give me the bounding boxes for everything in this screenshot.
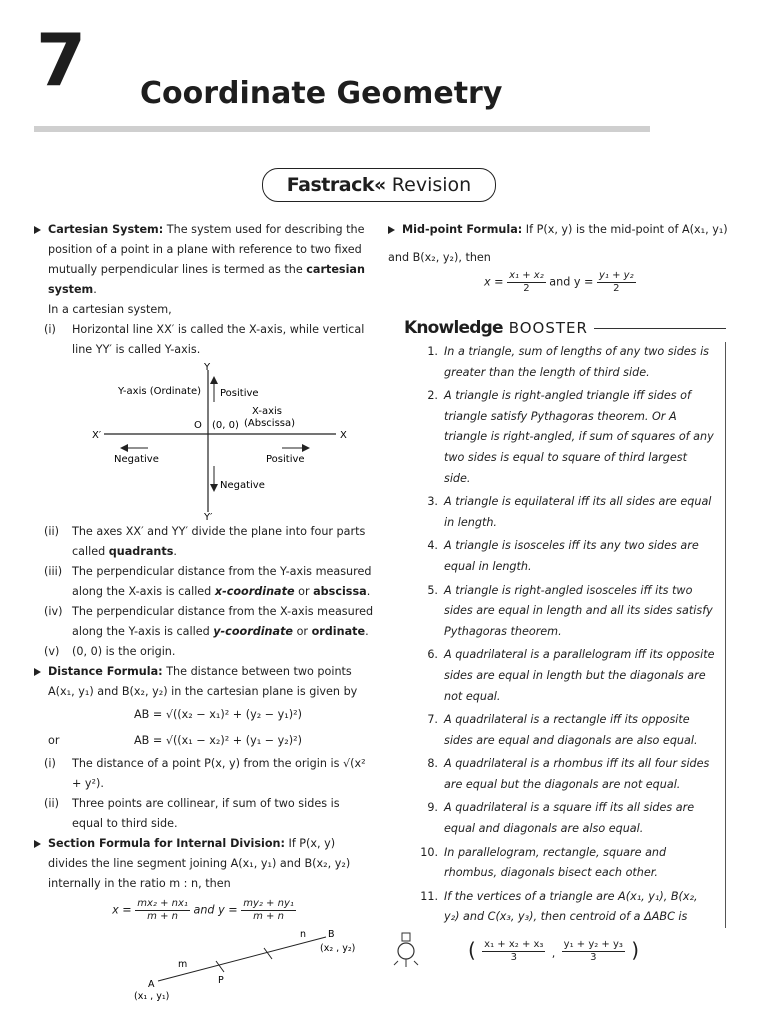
centroid-open-paren: ( [468,938,476,963]
point-ii-num: (ii) [44,525,59,538]
point-iv-bold2: ordinate [311,625,366,638]
distance-heading: Distance Formula: [48,665,163,678]
point-iii-text: The perpendicular distance from the Y-axis measured along the X-axis is called [72,565,372,598]
point-ii: (ii) The axes XX′ and YY′ divide the plane into four parts called quadrants. [34,522,374,562]
kb-item-text: A quadrilateral is a rhombus iff its all four sides are equal but the diagonals are not equal. [444,757,710,791]
label-abscissa: (Abscissa) [244,418,296,429]
label-x: X [340,430,347,441]
centroid-x-fraction [482,939,545,964]
section-heading: Section Formula for Internal Division: [48,837,285,850]
point-iv: (iv) The perpendicular distance from the X-axis measured along the Y-axis is called y-coordinate or ordinate. [34,602,374,642]
seg-label-p: P [218,975,224,986]
label-x-axis: X-axis [252,406,282,417]
kb-item-number: 4. [427,539,438,553]
distance-eq-2 [34,728,374,754]
kb-item [404,710,715,751]
kb-item [404,581,715,643]
seg-label-a: A [148,979,155,990]
point-i-text: Horizontal line XX′ is called the X-axis, while vertical line YY′ is called Y-axis. [72,323,365,356]
cartesian-system-item: Cartesian System: The system used for describing the position of a point in a plane with reference to two fixed mutually perpendicular lines is termed as the cartesian system. [34,220,374,300]
sf-x-den: m + n [147,911,178,922]
centroid-y-fraction [562,939,625,964]
distance-eq-1-text: AB = √((x₂ − x₁)² + (y₂ − y₁)²) [134,708,302,721]
point-v [34,642,374,662]
segment-tick-p [216,961,224,972]
kb-item-number: 1. [427,345,438,358]
bulb-icon [392,931,420,971]
point-v-num: (v) [44,645,60,658]
cartesian-diagram [74,362,374,522]
kb-item [404,887,715,928]
segment-tick-b [264,948,272,959]
distance-point-i-text: The distance of a point P(x, y) from the origin is √(x² + y²). [72,757,366,790]
point-iii: (iii) The perpendicular distance from the Y-axis measured along the X-axis is called x-coordinate or abscissa. [34,562,374,602]
mp-x-num: x₁ + x₂ [509,270,544,281]
section-formula-eq [34,898,374,923]
seg-label-a-coord: (x₁ , y₁) [134,991,170,1001]
kb-item-number: 11. [420,889,438,903]
kb-item-text: A quadrilateral is a square iff its all sides are equal and diagonals are also equal. [444,801,695,836]
kb-item-text: If the vertices of a triangle are A(x₁, y₁), B(x₂, y₂) and C(x₃, y₃), then centroid of a ΔABC is [444,889,698,924]
point-iii-num: (iii) [44,565,63,578]
mp-y-num: y₁ + y₂ [599,270,634,281]
arrow-down-icon [210,484,218,492]
point-i-num: (i) [44,323,56,336]
point-ii-text: The axes XX′ and YY′ divide the plane into four parts called [72,525,366,558]
centroid-x-den: 3 [510,952,517,964]
point-iii-bold2: abscissa [313,585,367,598]
cartesian-text: The system used for describing the position of a point in a plane with reference to two fixed mutually perpendicular lines is termed as the [48,223,365,276]
label-negative-down: Negative [220,480,265,491]
cartesian-heading: Cartesian System: [48,223,164,236]
kb-item-number: 2. [427,389,438,403]
label-y-axis-ordinate: Y-axis (Ordinate) [118,386,202,397]
centroid-close-paren: ) [631,938,640,963]
midpoint-formula-item [388,220,728,240]
arrow-left-icon [120,444,128,452]
kb-item-number: 8. [427,757,438,771]
kb-item-number: 9. [427,801,438,815]
label-origin: O [194,420,202,431]
kb-word-booster: BOOSTER [508,319,588,337]
sf-y-den: m + n [253,911,284,922]
centroid-x-num: x₁ + x₂ + x₃ [484,939,544,951]
seg-label-n: n [300,929,307,940]
label-origin-coord: (0, 0) [212,420,239,431]
centroid-formula: ( $\frac{\text{x₁ + x₂ + x₃}}{3}$ , $\frac{\text{y₁ + y₂ + y₃}}{3}$ ) [468,938,640,964]
kb-item-text: A triangle is right-angled triangle iff sides of triangle satisfy Pythagoras theorem. Or A triangle is right-angled, if sum of squares of any two sides is equal to square of third largest side. [444,389,714,485]
fastrack-revision-badge [262,168,496,202]
kb-item [404,386,715,489]
kb-item [404,843,715,884]
badge-word: Revision [391,174,472,196]
chapter-number: 7 [36,18,85,102]
distance-point-ii-text: Three points are collinear, if sum of two sides is equal to third side. [72,797,340,830]
kb-word-knowledge: Knowledge [404,318,503,338]
label-y: Y [204,362,211,373]
distance-point-ii-num: (ii) [44,797,59,810]
point-iv-or: or [296,625,309,638]
point-v-text: (0, 0) is the origin. [72,645,176,658]
section-segment-diagram [130,923,370,1001]
section-formula-item [34,834,374,894]
point-ii-bold: quadrants [108,545,174,558]
distance-eq-2-text: AB = √((x₁ − x₂)² + (y₁ − y₂)²) [134,734,302,747]
distance-formula-item [34,662,374,702]
knowledge-booster-box [404,318,726,971]
sf-x-fraction [135,898,190,923]
point-iv-bold1: y-coordinate [213,625,293,638]
centroid-y-num: y₁ + y₂ + y₃ [563,939,623,951]
kb-item-text: A triangle is equilateral iff its all sides are equal in length. [444,495,712,529]
kb-item-number: 5. [427,583,438,597]
kb-item-text: A quadrilateral is a parallelogram iff its opposite sides are equal in length but the diagonals are not equal. [444,648,715,703]
mp-y-fraction [597,270,636,295]
sf-y-fraction [241,898,296,923]
distance-point-i-num: (i) [44,757,56,770]
knowledge-booster-list [404,342,726,928]
mp-and: and y = [549,275,594,289]
label-y-prime: Y′ [204,512,213,522]
mp-x-den: 2 [523,283,530,294]
arrow-right-icon [302,444,310,452]
centroid-y-den: 3 [590,952,597,964]
chapter-title: Coordinate Geometry [140,76,503,111]
point-iv-num: (iv) [44,605,63,618]
or-label: or [48,734,60,747]
kb-item-number: 3. [427,495,438,509]
centroid-row [404,931,726,971]
kb-item [404,342,715,383]
seg-label-b: B [328,929,335,940]
kb-item-number: 7. [427,713,438,727]
point-iii-or: or [298,585,310,598]
midpoint-heading: Mid-point Formula: [402,223,523,236]
arrow-up-icon [210,376,218,384]
midpoint-text2: and B(x₂, y₂), then [388,251,491,264]
section-text: If P(x, y) divides the line segment joining A(x₁, y₁) and B(x₂, y₂) internally in the ratio m : n, then [48,837,351,890]
distance-point-ii [34,794,374,834]
point-i [34,320,374,360]
kb-header-rule [594,328,726,329]
kb-item-number: 10. [420,845,438,859]
sf-and: and y = [193,903,238,917]
kb-item-number: 6. [427,648,438,662]
kb-item-text: A triangle is isosceles iff its any two sides are equal in length. [444,539,699,573]
badge-brand: Fastrack« [286,174,386,196]
kb-item-text: In a triangle, sum of lengths of any two sides is greater than the length of third side. [444,345,710,379]
label-negative-left: Negative [114,454,159,465]
sf-x-lhs: x = [112,903,132,917]
midpoint-eq [388,270,728,295]
seg-label-b-coord: (x₂ , y₂) [320,943,356,954]
distance-eq-1 [34,702,374,728]
label-positive-right: Positive [266,454,305,465]
kb-item [404,754,715,795]
distance-point-i [34,754,374,794]
label-x-prime: X′ [92,430,102,441]
cartesian-bold: cartesian system [48,263,365,296]
left-column [34,220,374,1001]
kb-item [404,536,715,577]
label-positive-up: Positive [220,388,259,399]
right-column [388,220,728,295]
kb-item [404,798,715,839]
kb-item-text: A triangle is right-angled isosceles iff its two sides are equal in length and all its sides satisfy Pythagoras theorem. [444,583,713,638]
mp-y-den: 2 [613,283,620,294]
point-iii-bold1: x-coordinate [214,585,295,598]
kb-item [404,645,715,707]
title-rule [34,126,650,132]
seg-label-m: m [178,959,188,970]
mp-x-fraction [507,270,546,295]
midpoint-text: If P(x, y) is the mid-point of A(x₁, y₁) [525,223,728,236]
sf-x-num: mx₂ + nx₁ [137,898,188,909]
kb-item-text: In parallelogram, rectangle, square and rhombus, diagonals bisect each other. [444,845,667,880]
point-iv-text: The perpendicular distance from the X-axis measured along the Y-axis is called [72,605,374,638]
mp-x-lhs: x = [484,275,504,289]
kb-item [404,492,715,533]
sf-y-num: my₂ + ny₁ [243,898,294,909]
distance-text: The distance between two points A(x₁, y₁) and B(x₂, y₂) in the cartesian plane is given by [48,665,358,698]
kb-item-text: A quadrilateral is a rectangle iff its opposite sides are equal and diagonals are also equal. [444,713,698,747]
cartesian-intro: In a cartesian system, [48,303,172,316]
knowledge-booster-header [404,318,726,338]
